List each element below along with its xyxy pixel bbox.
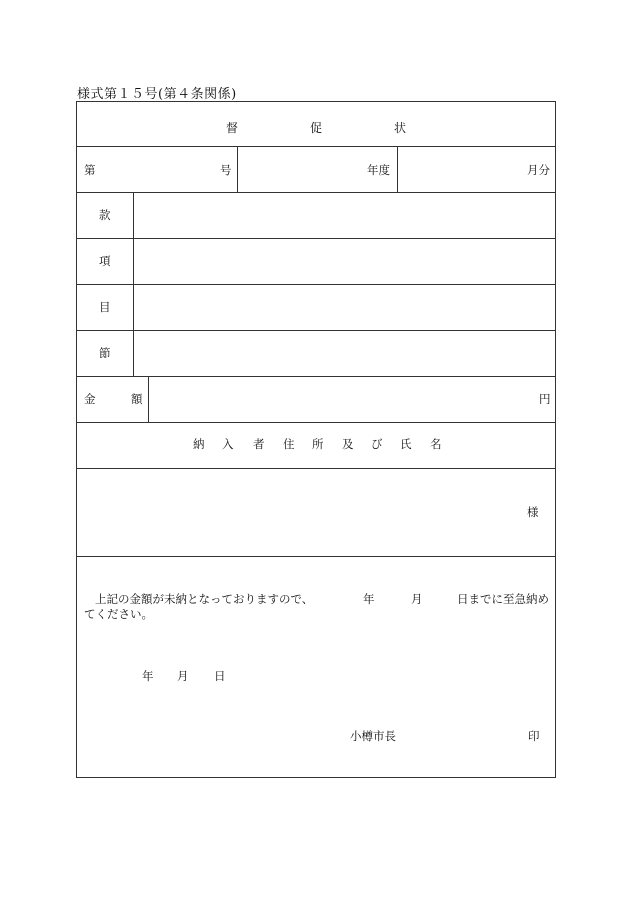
- row-divider: [77, 556, 555, 557]
- amount-unit: 円: [539, 392, 551, 406]
- month-label: 月分: [527, 163, 550, 177]
- issue-day: 日: [214, 669, 226, 683]
- fiscal-year-label: 年度: [367, 163, 390, 177]
- title-char: 状: [394, 121, 407, 135]
- payer-honorific: 様: [527, 505, 539, 519]
- col-divider: [133, 192, 134, 376]
- row-divider: [77, 468, 555, 469]
- notice-day-tail: 日までに至急納め: [457, 592, 549, 606]
- payer-header-char: 所: [312, 437, 324, 451]
- payer-header-char: 入: [222, 437, 234, 451]
- budget-item-moku: 目: [99, 300, 111, 314]
- row-divider: [77, 192, 555, 193]
- title-char: 促: [310, 121, 323, 135]
- seal-mark: 印: [528, 729, 540, 743]
- payer-header-char: 納: [193, 437, 205, 451]
- number-prefix: 第: [84, 163, 96, 177]
- demand-notice-form: [76, 101, 556, 778]
- issue-year: 年: [142, 669, 154, 683]
- number-suffix: 号: [220, 163, 232, 177]
- issuer-name: 小樽市長: [350, 729, 396, 743]
- row-divider: [77, 238, 555, 239]
- notice-year: 年: [363, 592, 375, 606]
- notice-month: 月: [411, 592, 423, 606]
- issue-month: 月: [177, 669, 189, 683]
- payer-header-char: 氏: [400, 437, 412, 451]
- payer-header-char: び: [371, 437, 383, 451]
- notice-paragraph: [84, 592, 550, 622]
- notice-line-2: てください。: [84, 607, 153, 621]
- payer-header-char: 名: [430, 437, 442, 451]
- title-char: 督: [226, 121, 239, 135]
- row-divider: [77, 146, 555, 147]
- col-divider: [237, 146, 238, 192]
- payer-header-char: 住: [283, 437, 295, 451]
- amount-label-right: 額: [131, 392, 143, 406]
- payer-header-char: 及: [342, 437, 354, 451]
- row-divider: [77, 422, 555, 423]
- row-divider: [77, 330, 555, 331]
- amount-label-left: 金: [84, 392, 96, 406]
- notice-lead: 上記の金額が未納となっておりますので、: [95, 592, 314, 606]
- col-divider: [148, 376, 149, 422]
- col-divider: [397, 146, 398, 192]
- budget-item-setsu: 節: [99, 346, 111, 360]
- row-divider: [77, 284, 555, 285]
- payer-header-char: 者: [253, 437, 265, 451]
- budget-item-kou: 項: [99, 254, 111, 268]
- budget-item-kan: 款: [99, 208, 111, 222]
- form-number-label: 様式第１５号(第４条関係): [77, 87, 237, 102]
